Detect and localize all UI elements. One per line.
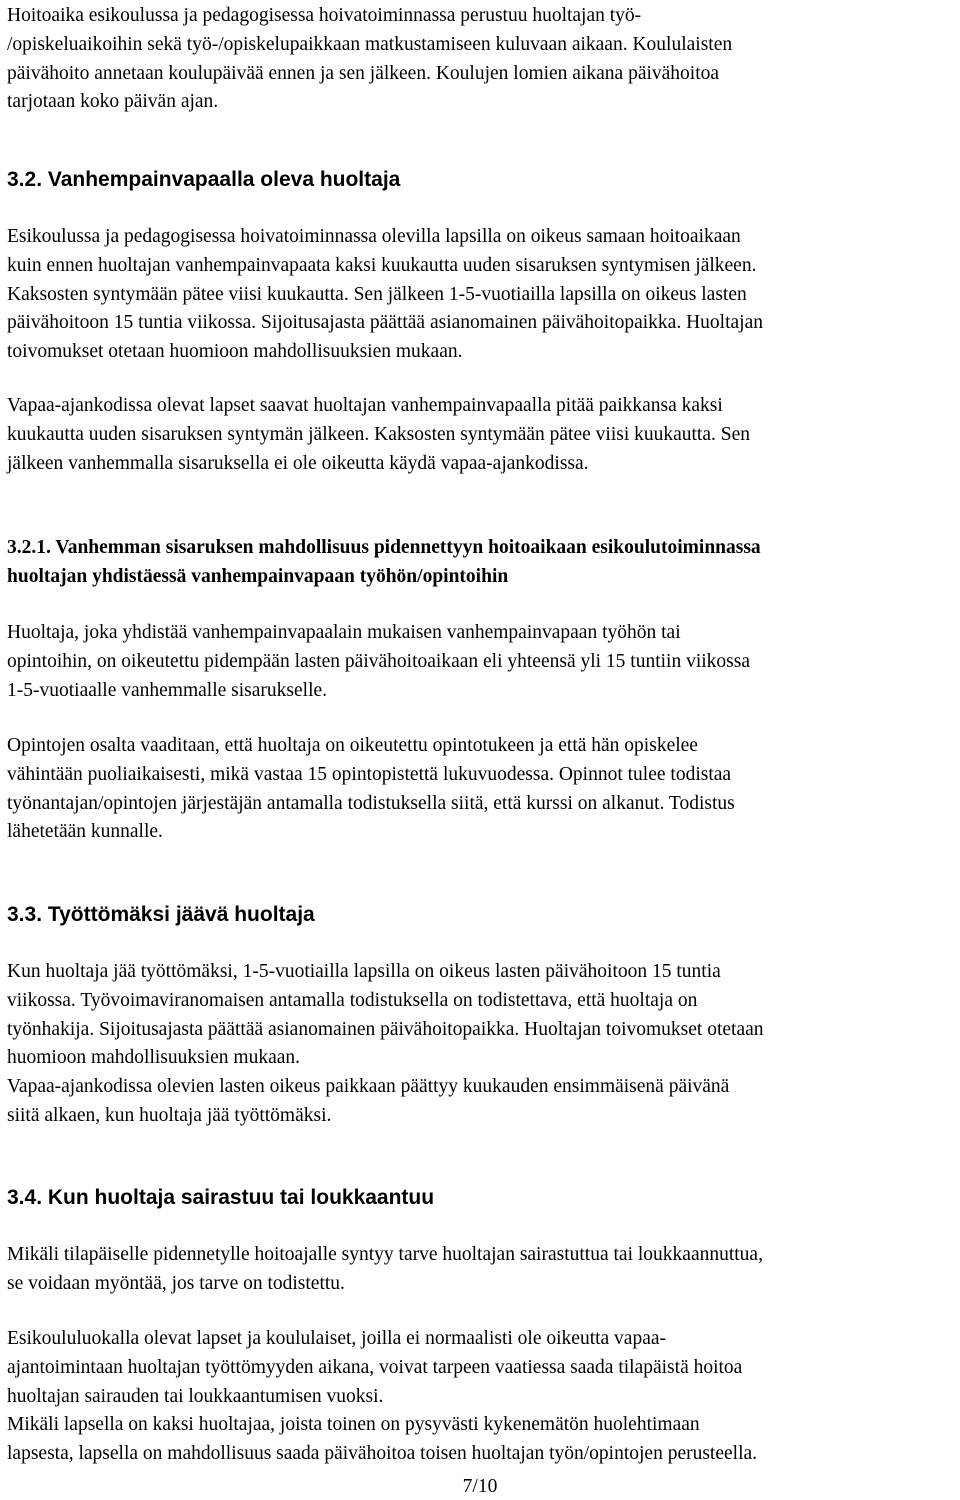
- section-heading-3-3: 3.3. Työttömäksi jäävä huoltaja: [7, 903, 315, 926]
- section-3-2-paragraph-1: Esikoulussa ja pedagogisessa hoivatoiminnassa olevilla lapsilla on oikeus samaan hoitoaikaan kuin ennen huoltajan vanhempainvapaata kaksi kuukautta uuden sisaruksen syntymisen jälkeen. Kaksosten syntymään pätee viisi kuukautta. Sen jälkeen 1-5-vuotiailla lapsilla on oikeus lasten päivähoitoon 15 tuntia viikossa. Sijoitusajasta päättää asianomainen päivähoitopaikka. Huoltajan toivomukset otetaan huomioon mahdollisuuksien mukaan.: [7, 226, 763, 363]
- section-heading-3-2: 3.2. Vanhempainvapaalla oleva huoltaja: [7, 168, 401, 191]
- section-heading-3-4: 3.4. Kun huoltaja sairastuu tai loukkaantuu: [7, 1186, 435, 1209]
- section-3-4-paragraph-1: Mikäli tilapäiselle pidennetylle hoitoajalle syntyy tarve huoltajan sairastuttua tai loukkaannuttua, se voidaan myöntää, jos tarve on todistettu.: [7, 1244, 763, 1294]
- section-3-2-1-paragraph-1: Huoltaja, joka yhdistää vanhempainvapaalain mukaisen vanhempainvapaan työhön tai opintoihin, on oikeutettu pidempään lasten päivähoitoaikaan eli yhteensä yli 15 tuntiin viikossa 1-5-vuotiaalle vanhemmalle sisarukselle.: [7, 622, 751, 701]
- page-number: 7/10: [462, 1476, 498, 1497]
- section-3-4-paragraph-2: Esikoululuokalla olevat lapset ja koululaiset, joilla ei normaalisti ole oikeutta vapaa- ajantoimintaan huoltajan työttömyyden aikana, voivat tarpeen vaatiessa saada tilapäistä hoitoa huoltajan sairauden tai loukkaantumisen vuoksi. Mikäli lapsella on kaksi huoltajaa, joista toinen on pysyvästi kykenemätön huolehtimaan lapsesta, lapsella on mahdollisuus saada päivähoitoa toisen huoltajan työn/opintojen perusteella.: [7, 1328, 758, 1465]
- section-3-2-paragraph-2: Vapaa-ajankodissa olevat lapset saavat huoltajan vanhempainvapaalla pitää paikkansa kaksi kuukautta uuden sisaruksen syntymän jälkeen. Kaksosten syntymään pätee viisi kuukautta. Sen jälkeen vanhemmalla sisaruksella ei ole oikeutta käydä vapaa-ajankodissa.: [7, 395, 751, 474]
- section-3-2-1-paragraph-2: Opintojen osalta vaaditaan, että huoltaja on oikeutettu opintotukeen ja että hän opiskelee vähintään puoliaikaisesti, mikä vastaa 15 opintopistettä lukuvuodessa. Opinnot tulee todistaa työnantajan/opintojen järjestäjän antamalla todistuksella siitä, että kurssi on alkanut. Todistus lähetetään kunnalle.: [7, 735, 735, 843]
- section-3-3-paragraph: Kun huoltaja jää työttömäksi, 1-5-vuotiailla lapsilla on oikeus lasten päivähoitoon 15 tuntia viikossa. Työvoimaviranomaisen antamalla todistuksella on todistettava, että huoltaja on työnhakija. Sijoitusajasta päättää asianomainen päivähoitopaikka. Huoltajan toivomukset otetaan huomioon mahdollisuuksien mukaan. Vapaa-ajankodissa olevien lasten oikeus paikkaan päättyy kuukauden ensimmäisenä päivänä siitä alkaen, kun huoltaja jää työttömäksi.: [7, 961, 764, 1126]
- section-heading-3-2-1: 3.2.1. Vanhemman sisaruksen mahdollisuus pidennettyyn hoitoaikaan esikoulutoiminnassa huoltajan yhdistäessä vanhempainvapaan työhön/opintoihin: [7, 537, 761, 587]
- intro-paragraph: Hoitoaika esikoulussa ja pedagogisessa hoivatoiminnassa perustuu huoltajan työ- /opiskeluaikoihin sekä työ-/opiskelupaikkaan matkustamiseen kuluvaan aikaan. Koululaisten päivähoito annetaan koulupäivää ennen ja sen jälkeen. Koulujen lomien aikana päivähoitoa tarjotaan koko päivän ajan.: [7, 5, 733, 113]
